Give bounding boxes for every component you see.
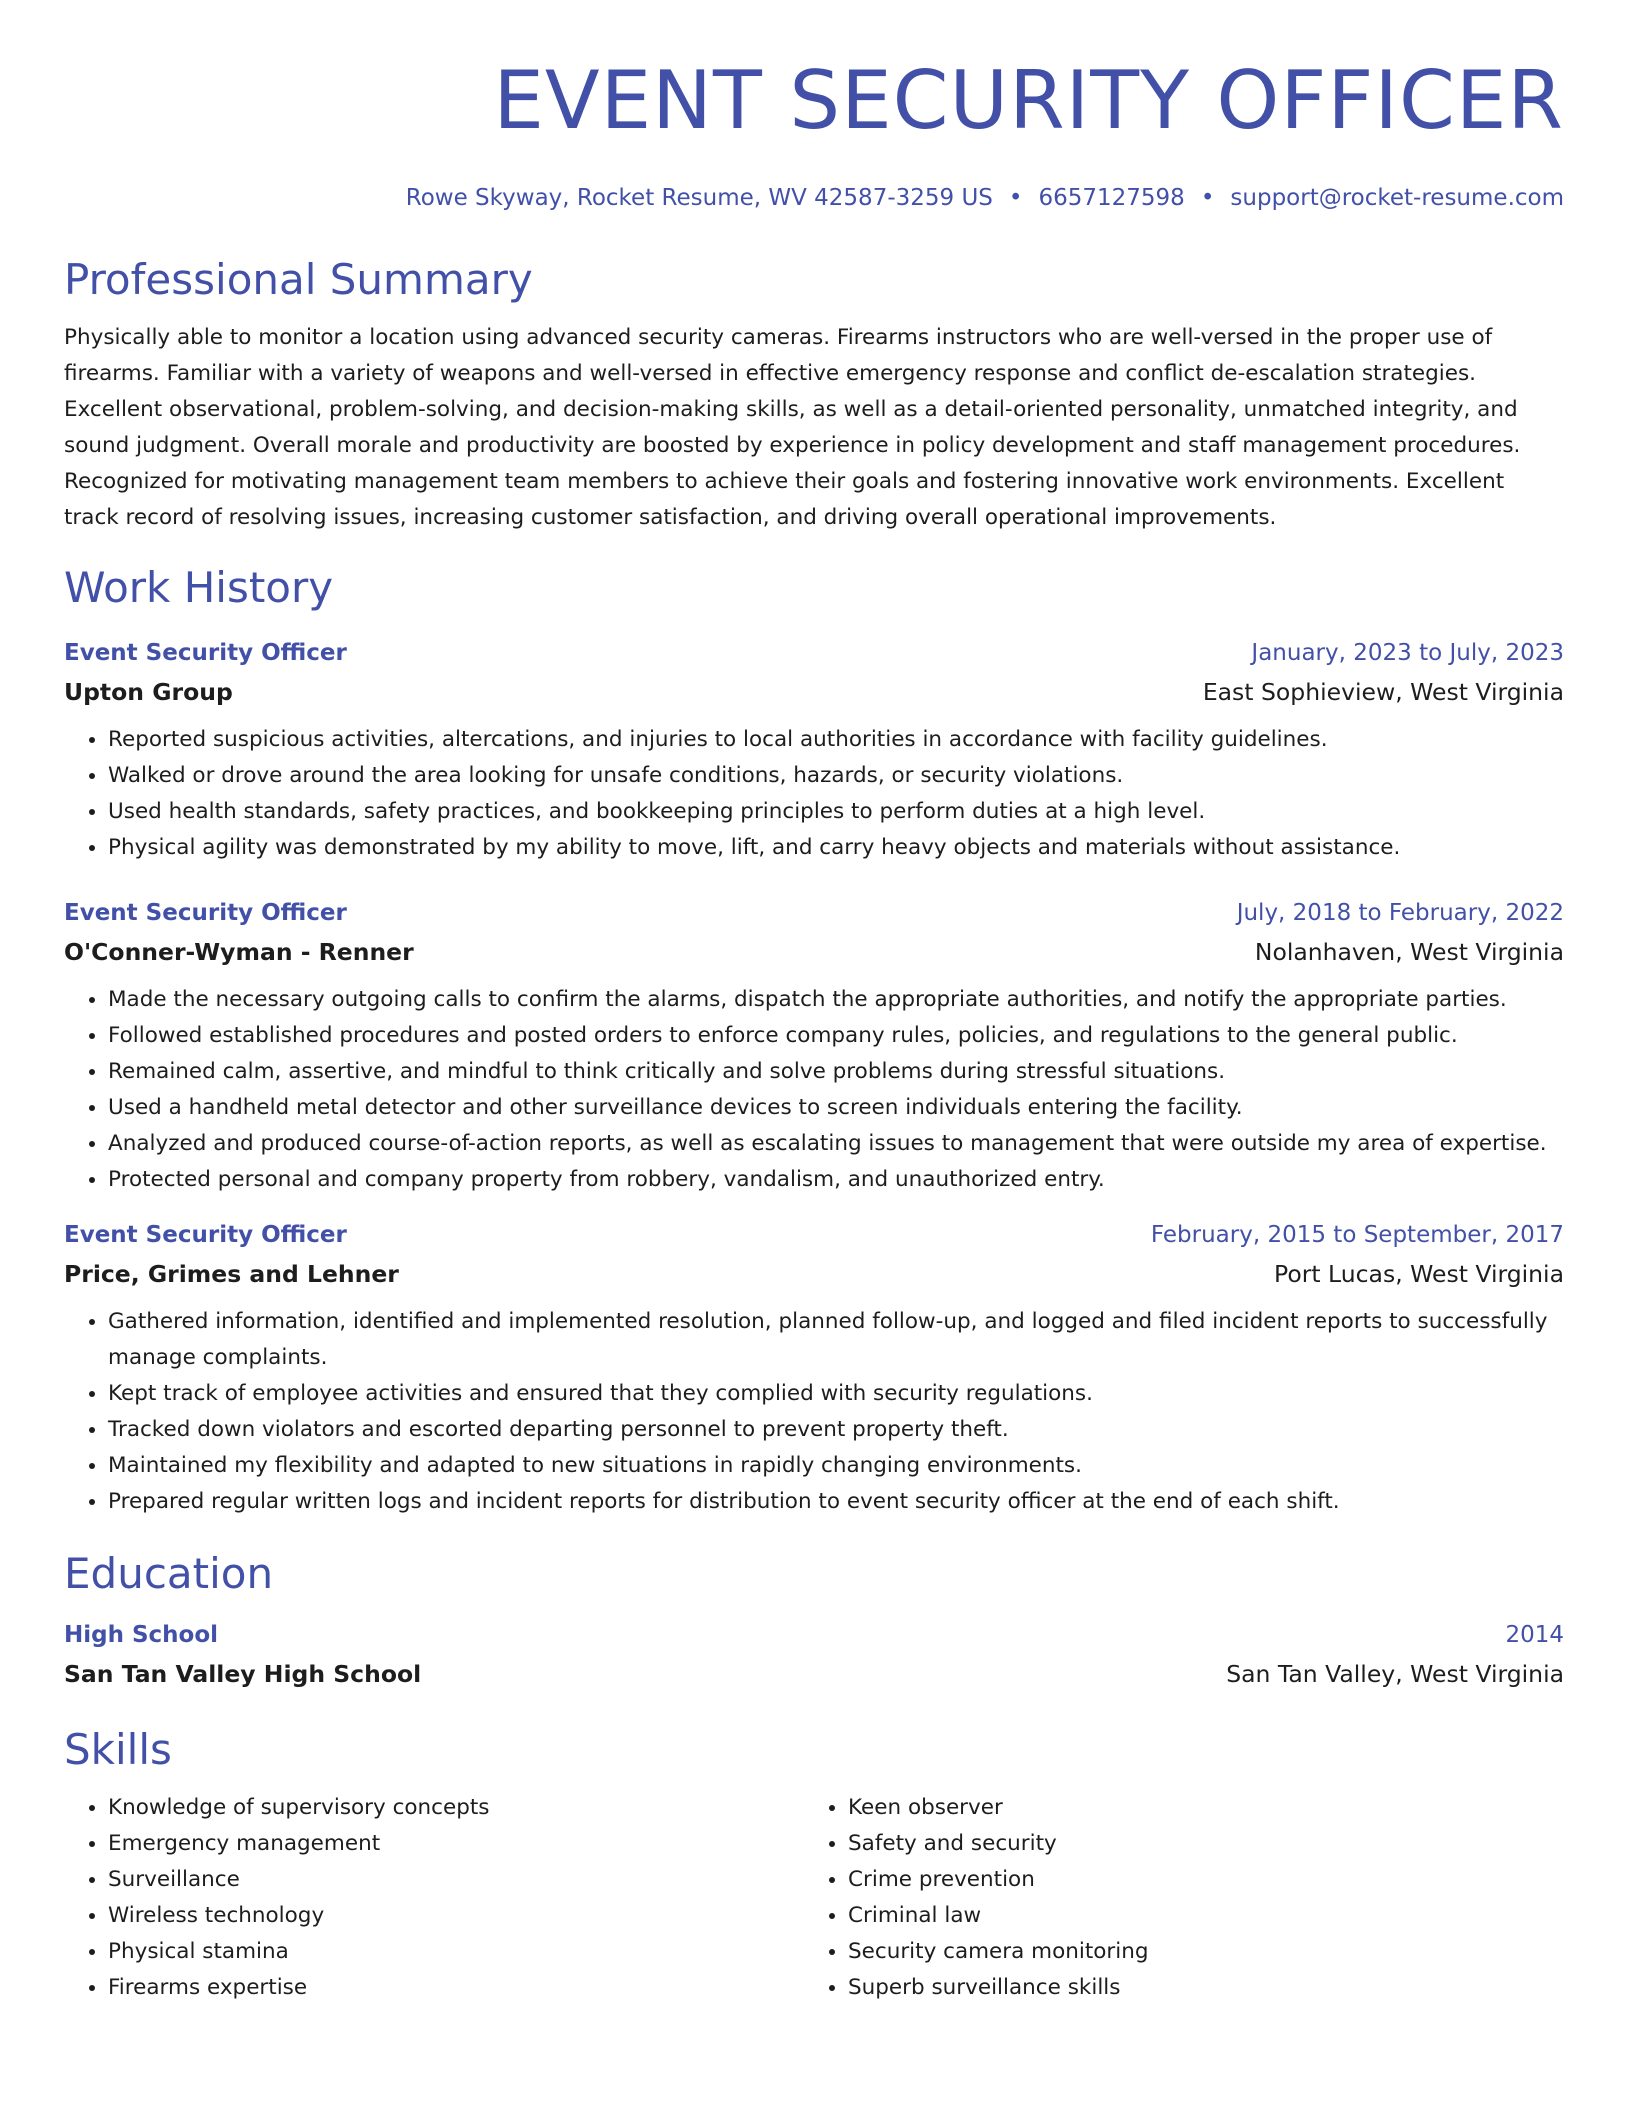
resume-title: EVENT SECURITY OFFICER xyxy=(493,54,1564,147)
skill-item: • Crime prevention xyxy=(848,1862,1544,1898)
skill-item: • Emergency management xyxy=(108,1826,804,1862)
job-bullets xyxy=(64,1304,1564,1520)
skill-item: • Security camera monitoring xyxy=(848,1934,1544,1970)
education-degree: High School xyxy=(64,1622,219,1648)
job-dates: July, 2018 to February, 2022 xyxy=(1236,900,1564,926)
skill-item: • Physical stamina xyxy=(108,1934,804,1970)
job-role: Event Security Officer xyxy=(64,640,347,666)
education-school: San Tan Valley High School xyxy=(64,1660,422,1688)
skill-item: • Keen observer xyxy=(848,1790,1544,1826)
job-bullet: • Used a handheld metal detector and other surveillance devices to screen individuals entering the facility. xyxy=(108,1090,1564,1126)
contact-line xyxy=(64,182,1564,214)
job-bullet: • Kept track of employee activities and ensured that they complied with security regulations. xyxy=(108,1376,1564,1412)
job-dates: January, 2023 to July, 2023 xyxy=(1251,640,1564,666)
skills-list xyxy=(64,1790,1564,2006)
job-location: East Sophieview, West Virginia xyxy=(1202,678,1564,706)
job-entry xyxy=(64,896,1564,1198)
job-bullet: • Tracked down violators and escorted departing personnel to prevent property theft. xyxy=(108,1412,1564,1448)
skill-item: • Firearms expertise xyxy=(108,1970,804,2006)
skill-item: • Superb surveillance skills xyxy=(848,1970,1544,2006)
work-history-heading: Work History xyxy=(64,563,334,612)
job-company: Price, Grimes and Lehner xyxy=(64,1260,399,1288)
skill-item: • Safety and security xyxy=(848,1826,1544,1862)
contact-address: Rowe Skyway, Rocket Resume, WV 42587-3259 US xyxy=(405,185,993,211)
education-year: 2014 xyxy=(1505,1622,1564,1648)
job-bullet: • Followed established procedures and posted orders to enforce company rules, policies, and regulations to the general public. xyxy=(108,1018,1564,1054)
contact-separator: • xyxy=(1200,185,1215,211)
job-location: Port Lucas, West Virginia xyxy=(1274,1260,1564,1288)
job-company: O'Conner-Wyman - Renner xyxy=(64,938,414,966)
job-bullet: • Physical agility was demonstrated by my ability to move, lift, and carry heavy objects and materials without assistance. xyxy=(108,830,1564,866)
skills-column-left xyxy=(64,1790,804,2006)
skill-item: • Surveillance xyxy=(108,1862,804,1898)
job-bullet: • Maintained my flexibility and adapted to new situations in rapidly changing environments. xyxy=(108,1448,1564,1484)
job-entry xyxy=(64,1218,1564,1520)
job-bullet: • Protected personal and company property from robbery, vandalism, and unauthorized entry. xyxy=(108,1162,1564,1198)
job-bullet: • Made the necessary outgoing calls to confirm the alarms, dispatch the appropriate authorities, and notify the appropriate parties. xyxy=(108,982,1564,1018)
skills-heading: Skills xyxy=(64,1725,172,1774)
education-heading: Education xyxy=(64,1549,274,1598)
summary-heading: Professional Summary xyxy=(64,255,533,304)
resume-page xyxy=(64,52,1564,2006)
skill-item: • Criminal law xyxy=(848,1898,1544,1934)
contact-separator: • xyxy=(1008,185,1023,211)
job-bullet: • Reported suspicious activities, altercations, and injuries to local authorities in accordance with facility guidelines. xyxy=(108,722,1564,758)
job-bullet: • Used health standards, safety practices, and bookkeeping principles to perform duties at a high level. xyxy=(108,794,1564,830)
job-bullet: • Walked or drove around the area looking for unsafe conditions, hazards, or security violations. xyxy=(108,758,1564,794)
skill-item: • Wireless technology xyxy=(108,1898,804,1934)
job-bullet: • Analyzed and produced course-of-action reports, as well as escalating issues to management that were outside my area of expertise. xyxy=(108,1126,1564,1162)
job-bullets xyxy=(64,982,1564,1198)
education-entry xyxy=(64,1618,1564,1692)
job-entry xyxy=(64,636,1564,866)
education-location: San Tan Valley, West Virginia xyxy=(1226,1660,1564,1688)
contact-email: support@rocket-resume.com xyxy=(1230,185,1564,211)
job-role: Event Security Officer xyxy=(64,900,347,926)
job-bullet: • Prepared regular written logs and incident reports for distribution to event security officer at the end of each shift. xyxy=(108,1484,1564,1520)
job-role: Event Security Officer xyxy=(64,1222,347,1248)
job-bullet: • Remained calm, assertive, and mindful to think critically and solve problems during stressful situations. xyxy=(108,1054,1564,1090)
job-dates: February, 2015 to September, 2017 xyxy=(1150,1222,1564,1248)
job-company: Upton Group xyxy=(64,678,233,706)
job-bullets xyxy=(64,722,1564,866)
contact-phone: 6657127598 xyxy=(1038,185,1185,211)
skill-item: • Knowledge of supervisory concepts xyxy=(108,1790,804,1826)
skills-column-right xyxy=(804,1790,1544,2006)
job-bullet: • Gathered information, identified and implemented resolution, planned follow-up, and logged and filed incident reports to successfully manage complaints. xyxy=(108,1304,1564,1376)
job-location: Nolanhaven, West Virginia xyxy=(1254,938,1564,966)
summary-text: Physically able to monitor a location using advanced security cameras. Firearms instructors who are well-versed in the proper use of firearms. Familiar with a variety of weapons and well-versed in effective emergency response and conflict de-escalation strategies. Excellent observational, problem-solving, and decision-making skills, as well as a detail-oriented personality, unmatched integrity, and sound judgment. Overall morale and productivity are boosted by experience in policy development and staff management procedures. Recognized for motivating management team members to achieve their goals and fostering innovative work environments. Excellent track record of resolving issues, increasing customer satisfaction, and driving overall operational improvements. xyxy=(64,325,1521,530)
